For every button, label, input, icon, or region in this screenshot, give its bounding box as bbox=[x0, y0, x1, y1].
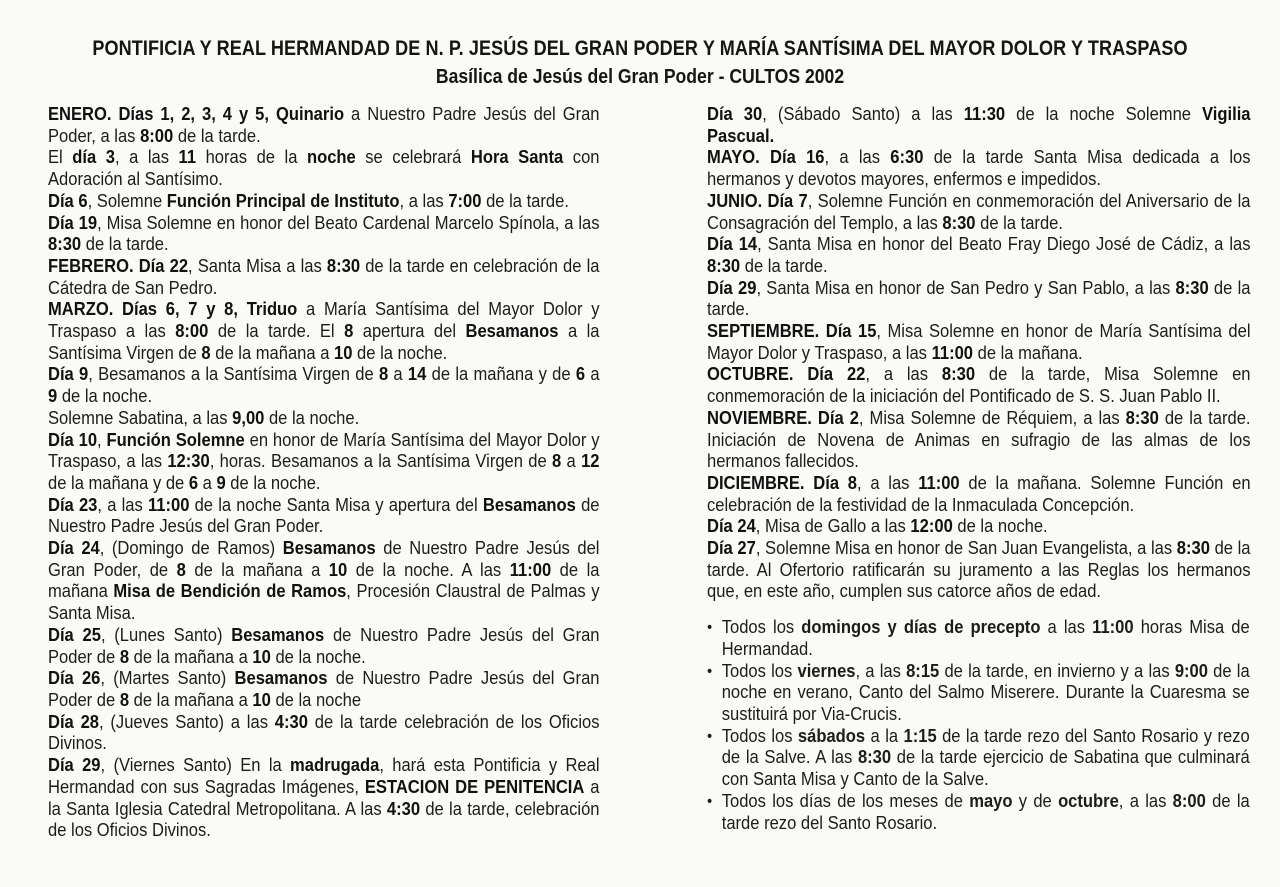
text-run: de la mañana. bbox=[973, 342, 1083, 363]
bold-text: 9,00 bbox=[232, 407, 265, 428]
text-run: a bbox=[585, 364, 600, 385]
text-run: , Santa Misa en honor de San Pedro y San Pablo, a las bbox=[756, 277, 1176, 298]
text-run: de la tarde. Iniciación de Novena de Animas en sufragio de las almas de los hermanos fallecidos. bbox=[707, 407, 1251, 472]
text-run: de la noche. bbox=[225, 472, 321, 493]
schedule-entry bbox=[707, 191, 1251, 234]
text-run: , (Sábado Santo) a las bbox=[762, 104, 964, 124]
text-run: de la noche. bbox=[264, 407, 360, 428]
text-run: de la tarde. bbox=[173, 125, 261, 146]
text-run: de la tarde, Misa Solemne en conmemoración de la iniciación del Pontificado de S. S. Juan Pablo II. bbox=[707, 364, 1251, 407]
bold-text: ESTACION DE PENITENCIA bbox=[364, 776, 585, 797]
bold-text: Día 6 bbox=[48, 190, 88, 211]
text-run: , (Domingo de Ramos) bbox=[99, 538, 283, 559]
schedule-entry bbox=[48, 147, 600, 190]
schedule-entry bbox=[48, 755, 600, 842]
schedule-entry bbox=[48, 408, 600, 430]
bullet-item bbox=[707, 791, 1250, 834]
text-run: de Nuestro Padre Jesús del Gran Poder de bbox=[48, 624, 600, 667]
bold-text: Día 23 bbox=[48, 494, 98, 515]
text-run: con Adoración al Santísimo. bbox=[48, 147, 600, 190]
right-column-entries bbox=[707, 104, 1251, 603]
text-run: , Misa Solemne en honor del Beato Cardenal Marcelo Spínola, a las bbox=[97, 212, 600, 233]
text-run: de la mañana y de bbox=[426, 364, 576, 385]
bold-text: Día 24 bbox=[48, 538, 100, 559]
document-header bbox=[0, 34, 1280, 90]
text-run: , a las bbox=[856, 472, 919, 493]
schedule-entry bbox=[48, 213, 600, 256]
text-run: de la tarde. bbox=[707, 277, 1251, 320]
bold-text: 8 bbox=[201, 342, 211, 363]
bold-text: 12 bbox=[581, 451, 600, 472]
schedule-entry bbox=[707, 473, 1251, 516]
text-run: de la noche en verano, Canto del Salmo Miserere. Durante la Cuaresma se sustituirá por Via-Crucis. bbox=[721, 660, 1250, 724]
schedule-entry bbox=[48, 191, 600, 213]
bold-text: Día 10 bbox=[48, 429, 98, 450]
text-run: de la tarde celebración de los Oficios Divinos. bbox=[48, 711, 600, 754]
bullet-list bbox=[707, 617, 1251, 834]
text-run: de la tarde. Al Ofertorio ratificarán su juramento a las Reglas los hermanos que, en este año, cumplen sus catorce años de edad. bbox=[707, 538, 1251, 602]
text-run: de la tarde. El bbox=[208, 321, 345, 342]
bold-text: Día 28 bbox=[48, 711, 100, 732]
text-run: de Nuestro Padre Jesús del Gran Poder de bbox=[48, 668, 600, 710]
bold-text: 10 bbox=[328, 559, 348, 580]
text-run: , a las bbox=[865, 364, 942, 385]
text-run: se celebrará bbox=[355, 147, 471, 168]
bold-text: ENERO. Días 1, 2, 3, 4 y 5, Quinario bbox=[48, 104, 345, 124]
bold-text: MARZO. Días 6, 7 y 8, Triduo bbox=[48, 299, 298, 320]
bold-text: mayo bbox=[969, 790, 1013, 811]
text-run: , Misa Solemne de Réquiem, a las bbox=[858, 407, 1126, 428]
text-run: , Misa Solemne en honor de María Santísima del Mayor Dolor y Traspaso, a las bbox=[707, 321, 1251, 363]
schedule-entry bbox=[48, 712, 600, 755]
text-run: , a las bbox=[1118, 790, 1173, 811]
schedule-entry bbox=[707, 538, 1251, 603]
schedule-entry bbox=[48, 538, 600, 625]
text-run: a la bbox=[865, 725, 904, 746]
bold-text: Función Solemne bbox=[106, 429, 245, 450]
text-run: a bbox=[198, 472, 217, 493]
bold-text: 7:00 bbox=[448, 190, 482, 211]
text-run: , a las bbox=[824, 147, 891, 168]
bold-text: Función Principal de Instituto bbox=[166, 190, 400, 211]
text-run: de la noche. bbox=[270, 646, 366, 667]
text-run: de la tarde, celebración de los Oficios Divinos. bbox=[48, 798, 600, 841]
bold-text: 8:30 bbox=[942, 212, 976, 233]
bold-text: Día 26 bbox=[48, 668, 101, 689]
bold-text: Día 9 bbox=[48, 364, 89, 385]
bullet-item bbox=[707, 726, 1250, 791]
text-run: , bbox=[97, 429, 107, 450]
schedule-entry bbox=[48, 495, 600, 538]
text-run: Todos los bbox=[721, 617, 802, 638]
text-run: a Nuestro Padre Jesús del Gran Poder, a las bbox=[48, 104, 600, 146]
bold-text: Hora Santa bbox=[470, 147, 564, 168]
text-run: , (Martes Santo) bbox=[100, 668, 235, 689]
document-subtitle: Basílica de Jesús del Gran Poder - CULTOS 2002 bbox=[435, 66, 845, 88]
text-run: , Solemne Función en conmemoración del Aniversario de la Consagración del Templo, a las bbox=[707, 190, 1251, 233]
bold-text: 11 bbox=[178, 147, 197, 168]
bold-text: MAYO. Día 16 bbox=[707, 147, 825, 168]
bullet-item bbox=[707, 617, 1250, 660]
schedule-entry bbox=[48, 299, 600, 364]
text-run: Todos los bbox=[721, 725, 798, 746]
left-column bbox=[48, 104, 600, 842]
bold-text: 10 bbox=[334, 342, 353, 363]
text-run: de la tarde. bbox=[740, 255, 828, 276]
text-run: , (Jueves Santo) a las bbox=[99, 711, 275, 732]
text-run: a María Santísima del Mayor Dolor y Traspaso a las bbox=[48, 299, 600, 342]
text-run: de la noche. bbox=[57, 386, 153, 407]
text-run: a bbox=[561, 451, 582, 472]
text-run: de la tarde rezo del Santo Rosario. bbox=[721, 790, 1250, 833]
bold-text: Besamanos bbox=[282, 538, 376, 559]
text-run: , Besamanos a la Santísima Virgen de bbox=[88, 364, 379, 385]
bold-text: madrugada bbox=[290, 755, 380, 776]
bold-text: Día 29 bbox=[48, 755, 101, 776]
text-run: , a las bbox=[399, 190, 449, 211]
bold-text: 8:30 bbox=[1175, 277, 1209, 298]
text-run: a la Santa Iglesia Catedral Metropolitana. A las bbox=[48, 776, 600, 819]
bold-text: domingos y días de precepto bbox=[801, 617, 1041, 638]
text-run: de la mañana a bbox=[185, 559, 329, 580]
text-run: de la tarde. bbox=[975, 212, 1063, 233]
text-run: de Nuestro Padre Jesús del Gran Poder, de bbox=[48, 538, 600, 580]
bold-text: 10 bbox=[252, 689, 271, 710]
text-run: apertura del bbox=[353, 321, 466, 342]
schedule-entry bbox=[48, 364, 600, 407]
text-run: de la noche. bbox=[952, 516, 1048, 537]
text-run: de la noche bbox=[270, 689, 362, 710]
bold-text: 8:30 bbox=[326, 255, 361, 276]
bold-text: 12:30 bbox=[167, 451, 210, 472]
text-run: a bbox=[388, 364, 408, 385]
bold-text: 12:00 bbox=[910, 516, 953, 537]
bold-text: 9:00 bbox=[1174, 660, 1208, 681]
bold-text: Besamanos bbox=[231, 624, 325, 645]
bold-text: noche bbox=[306, 147, 356, 168]
bold-text: 8:00 bbox=[175, 321, 209, 342]
text-run: de la mañana y de bbox=[48, 472, 189, 493]
bold-text: Día 25 bbox=[48, 624, 101, 645]
bold-text: sábados bbox=[797, 725, 866, 746]
text-run: , Misa de Gallo a las bbox=[755, 516, 911, 537]
text-run: de la tarde. bbox=[481, 190, 569, 211]
bold-text: NOVIEMBRE. Día 2 bbox=[707, 407, 859, 428]
bold-text: día 3 bbox=[72, 147, 115, 168]
bold-text: 11:00 bbox=[509, 559, 552, 580]
text-run: de la tarde ejercicio de Sabatina que culminará con Santa Misa y Canto de la Salve. bbox=[721, 747, 1250, 790]
text-run: , Santa Misa en honor del Beato Fray Diego José de Cádiz, a las bbox=[757, 234, 1251, 255]
document-title: PONTIFICIA Y REAL HERMANDAD DE N. P. JESÚS DEL GRAN PODER Y MARÍA SANTÍSIMA DEL MAYOR DOLOR Y TRASPASO bbox=[92, 37, 1188, 60]
schedule-entry bbox=[707, 234, 1251, 277]
text-run: , horas. Besamanos a la Santísima Virgen de bbox=[209, 451, 553, 472]
bold-text: 10 bbox=[252, 646, 271, 667]
bold-text: 1:15 bbox=[903, 725, 937, 746]
bold-text: 4:30 bbox=[386, 798, 421, 819]
text-run: de la tarde rezo del Santo Rosario y rezo de la Salve. A las bbox=[721, 725, 1250, 768]
bold-text: 8 bbox=[344, 321, 354, 342]
bullet-icon: • bbox=[707, 619, 713, 637]
text-run: , a las bbox=[855, 660, 907, 681]
bold-text: 11:30 bbox=[963, 104, 1006, 124]
bold-text: 8:30 bbox=[48, 234, 82, 255]
schedule-entry bbox=[707, 147, 1251, 190]
bold-text: JUNIO. Día 7 bbox=[707, 190, 808, 211]
bold-text: 6:30 bbox=[890, 147, 924, 168]
schedule-entry bbox=[707, 516, 1251, 538]
bold-text: 8:30 bbox=[1125, 407, 1159, 428]
bold-text: Día 24 bbox=[707, 516, 756, 537]
bold-text: Día 14 bbox=[707, 234, 758, 255]
text-run: , hará esta Pontificia y Real Hermandad con sus Sagradas Imágenes, bbox=[48, 755, 600, 797]
bold-text: 11:00 bbox=[147, 494, 190, 515]
text-run: , a las bbox=[97, 494, 148, 515]
bullet-icon: • bbox=[707, 792, 713, 810]
text-run: en honor de María Santísima del Mayor Dolor y Traspaso, a las bbox=[48, 429, 600, 472]
bold-text: octubre bbox=[1058, 790, 1119, 811]
text-run: , Procesión Claustral de Palmas y Santa Misa. bbox=[48, 581, 600, 624]
text-run: horas de la bbox=[196, 147, 307, 168]
bold-text: Día 30 bbox=[707, 104, 763, 124]
text-run: de la tarde Santa Misa dedicada a los hermanos y devotos mayores, enfermos e impedidos. bbox=[707, 147, 1251, 190]
bold-text: 9 bbox=[216, 472, 226, 493]
text-run: de la noche Santa Misa y apertura del bbox=[189, 494, 483, 515]
text-run: , Solemne Misa en honor de San Juan Evangelista, a las bbox=[755, 538, 1177, 559]
bold-text: 4:30 bbox=[274, 711, 308, 732]
bold-text: 14 bbox=[407, 364, 427, 385]
bold-text: 6 bbox=[575, 364, 586, 385]
text-run: de la mañana a bbox=[210, 342, 335, 363]
bold-text: Día 29 bbox=[707, 277, 757, 298]
schedule-entry bbox=[707, 104, 1251, 147]
bold-text: 8:30 bbox=[941, 364, 976, 385]
text-run: de la mañana a bbox=[129, 646, 253, 667]
bold-text: Besamanos bbox=[465, 321, 559, 342]
text-run: Solemne Sabatina, a las bbox=[48, 407, 233, 428]
bold-text: 8 bbox=[119, 689, 130, 710]
text-run: de la tarde en celebración de la Cátedra de San Pedro. bbox=[48, 255, 600, 298]
bold-text: 9 bbox=[48, 386, 58, 407]
text-run: de Nuestro Padre Jesús del Gran Poder. bbox=[48, 494, 600, 537]
text-run: de la mañana. Solemne Función en celebración de la festividad de la Inmaculada Concepción. bbox=[707, 472, 1251, 515]
schedule-entry bbox=[707, 321, 1251, 364]
bold-text: 6 bbox=[188, 472, 199, 493]
bold-text: FEBRERO. Día 22 bbox=[48, 255, 189, 276]
bold-text: 8:30 bbox=[707, 255, 741, 276]
bullet-icon: • bbox=[707, 662, 713, 680]
text-run: horas Misa de Hermandad. bbox=[721, 617, 1250, 659]
bold-text: Vigilia Pascual. bbox=[707, 104, 1251, 146]
bold-text: 8:30 bbox=[1176, 538, 1210, 559]
bold-text: OCTUBRE. Día 22 bbox=[707, 364, 866, 385]
schedule-entry bbox=[48, 256, 600, 299]
bold-text: Besamanos bbox=[482, 494, 576, 515]
text-run: , (Lunes Santo) bbox=[100, 624, 232, 645]
schedule-entry bbox=[707, 408, 1251, 473]
text-run: de la noche Solemne bbox=[1005, 104, 1203, 124]
bold-text: viernes bbox=[797, 660, 856, 681]
schedule-entry bbox=[48, 104, 600, 147]
bold-text: 8:00 bbox=[140, 125, 174, 146]
bold-text: 8 bbox=[378, 364, 389, 385]
text-run: de la noche. A las bbox=[347, 559, 510, 580]
text-run: a la Santísima Virgen de bbox=[48, 321, 600, 363]
bold-text: SEPTIEMBRE. Día 15 bbox=[707, 321, 877, 342]
text-run: , Santa Misa a las bbox=[188, 255, 327, 276]
bullet-item bbox=[707, 661, 1250, 726]
text-run: , a las bbox=[114, 147, 179, 168]
schedule-entry bbox=[48, 668, 600, 711]
text-run: El bbox=[48, 147, 73, 168]
bold-text: DICIEMBRE. Día 8 bbox=[707, 472, 857, 493]
text-run: de la noche. bbox=[352, 342, 448, 363]
text-run: de la tarde, en invierno y a las bbox=[939, 660, 1175, 681]
text-run: de la tarde. bbox=[81, 234, 169, 255]
text-run: , Solemne bbox=[87, 190, 167, 211]
bold-text: 11:00 bbox=[1092, 617, 1134, 638]
bold-text: 8 bbox=[552, 451, 562, 472]
bullet-icon: • bbox=[707, 727, 713, 745]
right-column bbox=[707, 104, 1251, 834]
text-run: , (Viernes Santo) En la bbox=[100, 755, 291, 776]
text-run: de la mañana bbox=[48, 559, 600, 602]
bold-text: Besamanos bbox=[234, 668, 328, 689]
bold-text: 11:00 bbox=[931, 342, 974, 363]
bold-text: 11:00 bbox=[918, 472, 960, 493]
schedule-entry bbox=[707, 278, 1251, 321]
text-run: de la mañana a bbox=[129, 689, 253, 710]
bold-text: Día 19 bbox=[48, 212, 98, 233]
text-run: y de bbox=[1012, 790, 1059, 811]
text-run: Todos los bbox=[721, 660, 798, 681]
schedule-entry bbox=[707, 364, 1251, 407]
schedule-entry bbox=[48, 430, 600, 495]
schedule-entry bbox=[48, 625, 600, 668]
bold-text: 8 bbox=[119, 646, 130, 667]
bold-text: 8:15 bbox=[906, 660, 940, 681]
bold-text: Día 27 bbox=[707, 538, 756, 559]
text-run: Todos los días de los meses de bbox=[721, 790, 970, 811]
bold-text: 8 bbox=[176, 559, 186, 580]
text-run: a las bbox=[1040, 617, 1093, 638]
bold-text: 8:00 bbox=[1172, 790, 1206, 811]
bold-text: 8:30 bbox=[857, 747, 892, 768]
bold-text: Misa de Bendición de Ramos bbox=[113, 581, 347, 602]
